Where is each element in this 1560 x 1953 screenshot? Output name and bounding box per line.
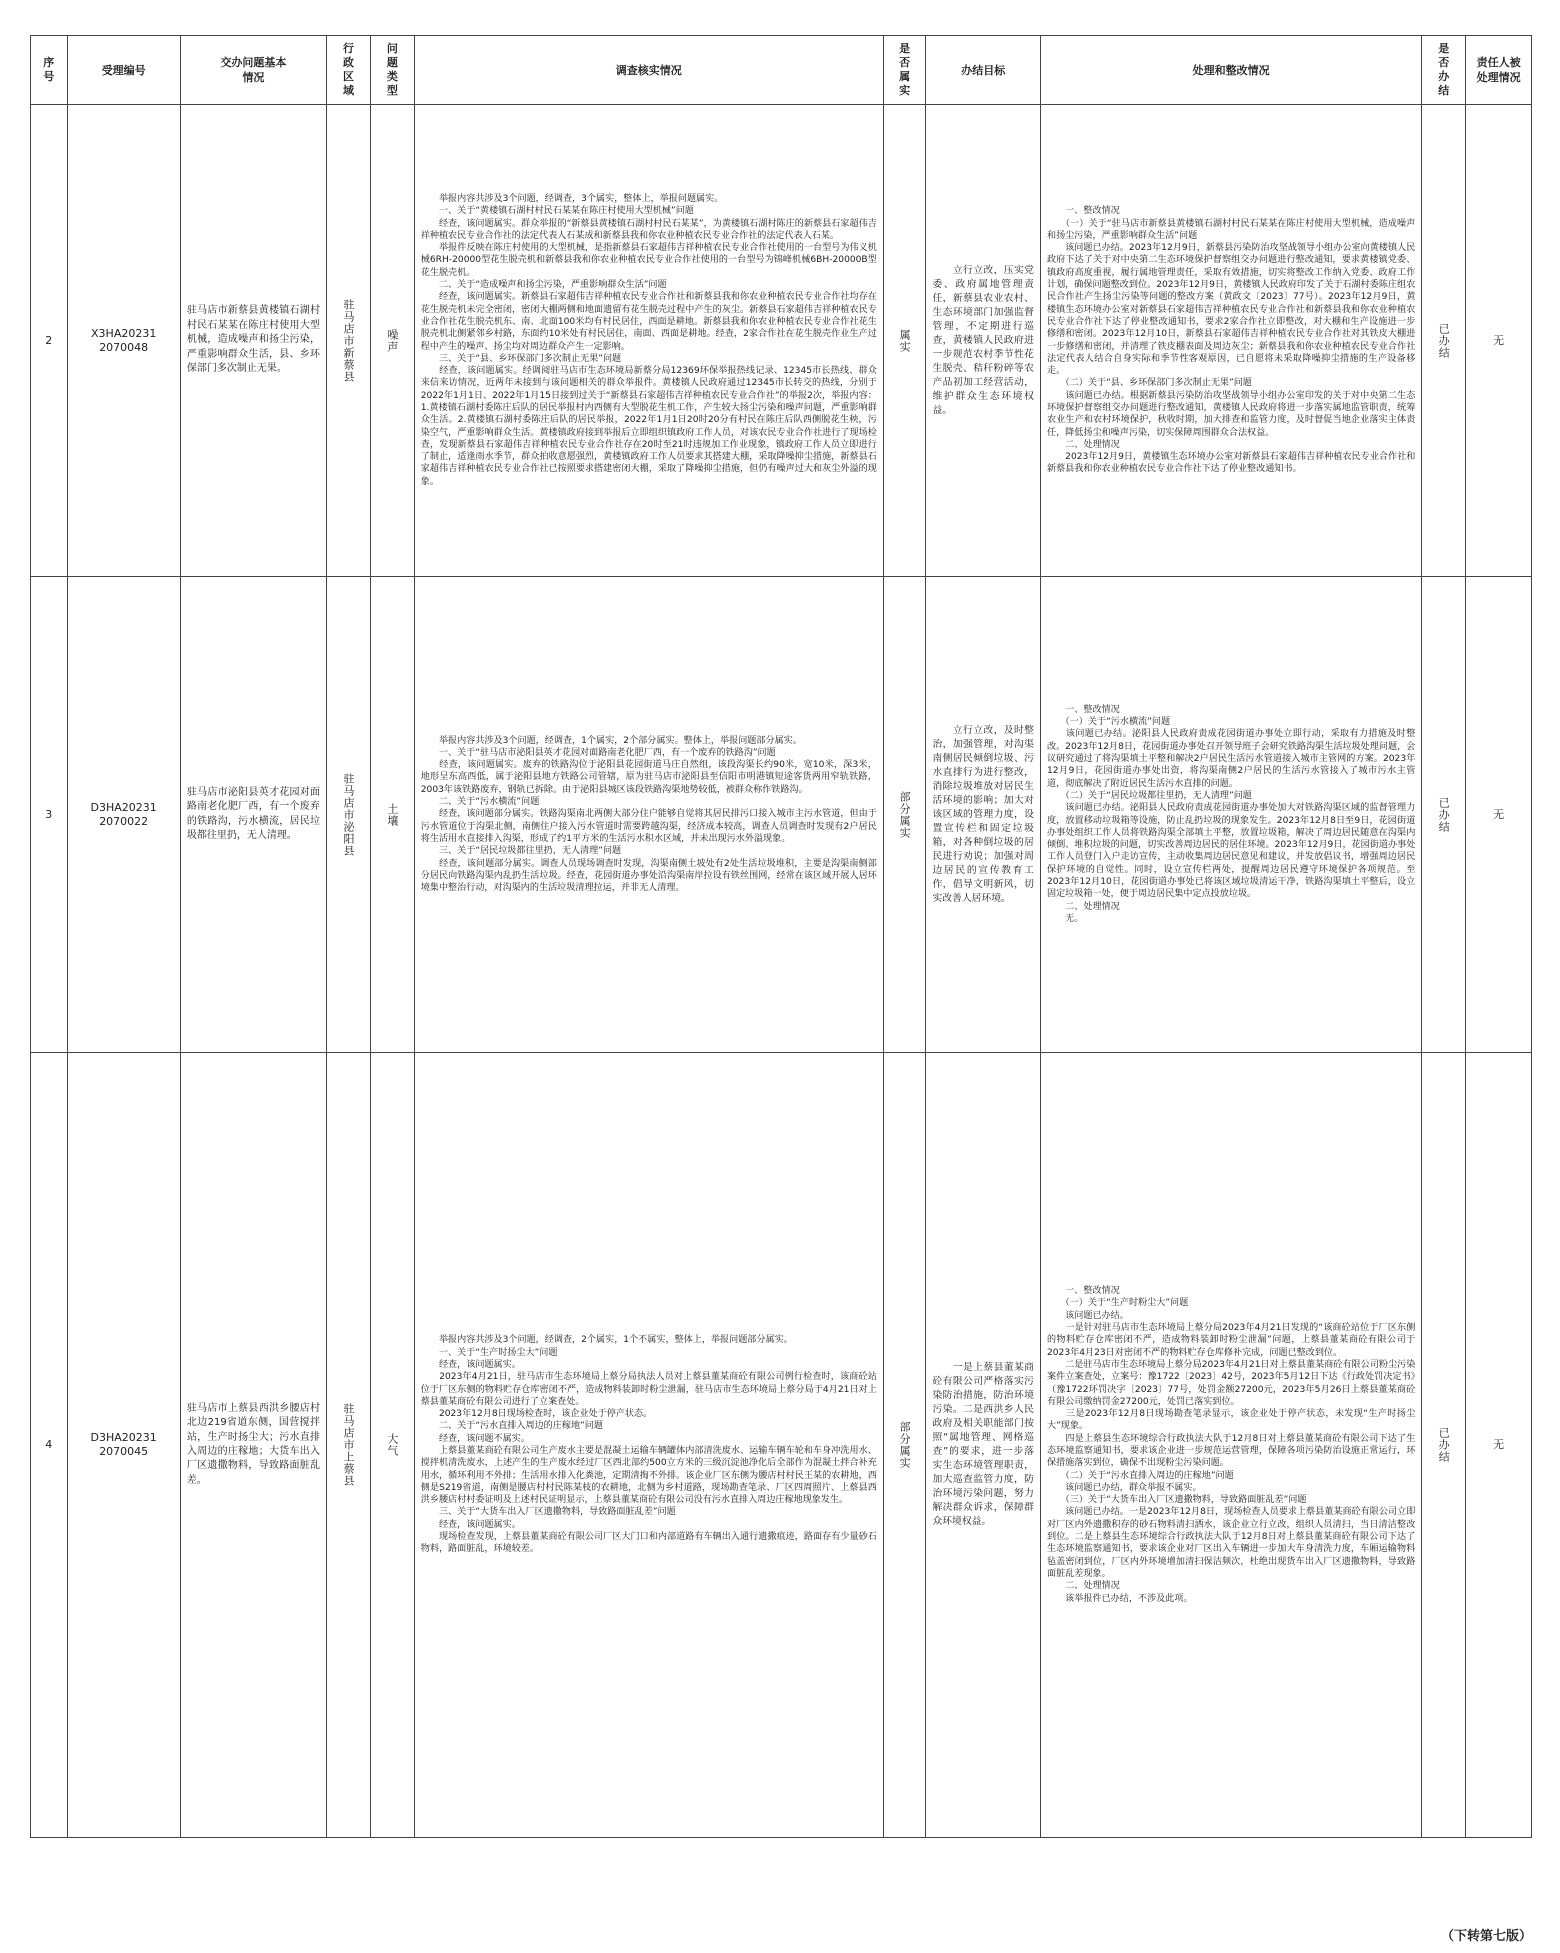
row-case-no: X3HA202312070048 <box>67 105 180 577</box>
row-region: 驻马店市上蔡县 <box>327 1053 371 1838</box>
row-target: 立行立改，及时整治，加强管理，对沟渠南侧居民倾倒垃圾、污水直排行为进行整改，消除垃圾堆放对居民生活环境的影响；加大对该区域的管理力度，设置宣传栏和固定垃圾箱，对各种倒垃圾的居民进行劝说；加强对周边居民的宣传教育工作，倡导文明新风，切实改善人居环境。 <box>926 577 1041 1053</box>
row-accountability: 无 <box>1466 105 1532 577</box>
table-row <box>31 1053 1532 1838</box>
row-accountability: 无 <box>1466 1053 1532 1838</box>
row-handling: 一、整改情况 （一）关于“驻马店市新蔡县黄楼镇石湖村村民石某某在陈庄村使用大型机械，造成噪声和扬尘污染，严重影响群众生活”问题 该问题已办结。2023年12月9日，新蔡县污染防治攻坚战领导小组办公室向黄楼镇人民政府下达了关于对中央第二生态环境保护督察组交办问题进行整改通知，要求黄楼镇党委、镇政府高度重视，履行属地管理责任，采取有效措施，切实将整改工作纳入党委、政府工作计划，确保问题整改到位。2023年12月9日，黄楼镇人民政府印发了关于石湖村委陈庄组农民合作社产生扬尘污染等问题的整改方案（黄政文〔2023〕77号）。2023年12月9日，黄楼镇生态环境办公室对新蔡县石家超伟吉祥种植农民专业合作社和新蔡县我和你农业种植农民专业合作社下达了停业整改通知书，要求2家合作社立即整改，对大棚和生产设施进一步修缮和密闭。2023年12月10日，新蔡县石家超伟吉祥种植农民专业合作社对其铁皮大棚进一步修缮和密闭，并清理了铁皮棚表面及周边灰尘；新蔡县我和你农业种植农民专业合作社法定代表人结合自身实际和季节性客观原因，已自愿将未采取降噪抑尘措施的生产设备移走。 （二）关于“县、乡环保部门多次制止无果”问题 该问题已办结。根据新蔡县污染防治攻坚战领导小组办公室印发的关于对中央第二生态环境保护督察组交办问题进行整改通知，黄楼镇人民政府将进一步落实属地监管职责，统筹农业生产和农村环境保护，秋收时期，加大排查和监管力度，及时督促当地企业落实主体责任，降低扬尘和噪声污染，切实保障周围群众合法权益。 二、处理情况 2023年12月9日，黄楼镇生态环境办公室对新蔡县石家超伟吉祥种植农民专业合作社和新蔡县我和你农业种植农民专业合作社下达了停业整改通知书。 <box>1040 105 1421 577</box>
row-investigation: 举报内容共涉及3个问题，经调查，3个属实，整体上，举报问题属实。 一、关于“黄楼镇石湖村村民石某某在陈庄村使用大型机械”问题 经查，该问题属实。群众举报的“新蔡县黄楼镇石湖村村民石某某”，为黄楼镇石湖村陈庄的新蔡县石家超伟吉祥种植农民专业合作社的法定代表人石某成和新蔡县我和你农业种植农民专业合作社的法定代表人石某。 举报件反映在陈庄村使用的大型机械，是指新蔡县石家超伟吉祥种植农民专业合作社使用的一台型号为伟义机械6RH-20000型花生脱壳机和新蔡县我和你农业种植农民专业合作社使用的一台型号为锦峰机械6BH-20000B型花生脱壳机。 二、关于“造成噪声和扬尘污染，严重影响群众生活”问题 经查，该问题属实。新蔡县石家超伟吉祥种植农民专业合作社和新蔡县我和你农业种植农民专业合作社均存在花生脱壳机未完全密闭，密闭大棚两侧和地面遗留有花生脱壳过程中产生的灰尘。新蔡县石家超伟吉祥种植农民专业合作社花生脱壳机东、南、北面100米均有村民居住，西面是耕地。新蔡县我和你农业种植农民专业合作社花生脱壳机北侧紧邻乡村路，东面约10米处有村民居住，南面、西面是耕地。经查，2家合作社在花生脱壳作业生产过程中产生的噪声、扬尘均对周边群众产生一定影响。 三、关于“县、乡环保部门多次制止无果”问题 经查，该问题属实。经调阅驻马店市生态环境局新蔡分局12369环保举报热线记录、12345市长热线、群众来信来访情况，近两年未接到与该问题相关的群众举报件。黄楼镇人民政府通过12345市长转交的热线，分别于2022年1月1日、2022年1月15日接到过关于“新蔡县石家超伟吉祥种植农民专业合作社”的举报2次，举报内容：1.黄楼镇石湖村委陈庄后队的居民举报村内西侧有大型脱花生机工作，产生较大扬尘污染和噪声问题，严重影响群众生活。2.黄楼镇石湖村委陈庄后队的居民举报，2022年1月1日20时20分有村民在陈庄后队西侧脱花生秧，污染空气，严重影响群众生活。黄楼镇政府接到举报后立即组织镇政府工作人员，对该农民专业合作社进行了现场检查，发现新蔡县石家超伟吉祥种植农民专业合作社存在20时至21时违规加工作业现象，镇政府工作人员立即进行了制止，适逢雨水季节，群众拍收意愿强烈，黄楼镇政府工作人员要求其搭建大棚，采取降噪抑尘措施，新蔡县石家超伟吉祥种植农民专业合作社已按照要求搭建密闭大棚，采取了降噪抑尘措施，但仍有噪声过大和灰尘外溢的现象。 <box>414 105 883 577</box>
row-accountability: 无 <box>1466 577 1532 1053</box>
header-accountability: 责任人被处理情况 <box>1466 36 1532 105</box>
row-handling: 一、整改情况 （一）关于“生产时粉尘大”问题 该问题已办结。 一是针对驻马店市生态环境局上蔡分局2023年4月21日发现的“该商砼站位于厂区东侧的物料贮存仓库密闭不严，造成物料装卸时粉尘泄漏”问题，上蔡县董某商砼有限公司于2023年4月23日对密闭不严的物料贮存仓库修补完成，问题已整改到位。 二是驻马店市生态环境局上蔡分局2023年4月21日对上蔡县董某商砼有限公司粉尘污染案件立案查处，立案号：豫1722〔2023〕42号，2023年5月12日下达《行政处罚决定书》（豫1722环罚决字〔2023〕77号，处罚金额27200元，2023年5月26日上蔡县董某商砼有限公司缴纳罚金27200元，处罚已落实到位。 三是2023年12月8日现场勘查笔录显示，该企业处于停产状态，未发现“生产时扬尘大”现象。 四是上蔡县生态环境综合行政执法大队于12月8日对上蔡县董某商砼有限公司下达了生态环境监察通知书，要求该企业进一步规范运营管理，保障各项污染防治设施正常运行，环保措施落实到位，确保不出现粉尘污染问题。 （二）关于“污水直排入周边的庄稼地”问题 该问题已办结，群众举报不属实。 （三）关于“大货车出入厂区遗撒物料，导致路面脏乱差”问题 该问题已办结。一是2023年12月8日，现场检查人员要求上蔡县董某商砼有限公司立即对厂区内外遗撒积存的砂石物料清扫洒水，该企业立行立改，组织人员清扫，当日清洁整改到位。二是上蔡县生态环境综合行政执法大队于12月8日对上蔡县董某商砼有限公司下达了生态环境监察通知书，要求该企业对厂区出入车辆进一步加大车身清洗力度，车厢运输物料毡盖密闭到位，厂区内外环境增加清扫保洁频次，杜绝出现货车出入厂区遗撒物料，导致路面脏乱差现象。 二、处理情况 该举报件已办结，不涉及此项。 <box>1040 1053 1421 1838</box>
row-verified: 属实 <box>883 105 926 577</box>
row-type: 噪声 <box>370 105 414 577</box>
row-problem: 驻马店市上蔡县西洪乡腰店村北边219省道东侧，国营搅拌站，生产时扬尘大；污水直排入周边的庄稼地；大货车出入厂区遗撒物料，导致路面脏乱差。 <box>180 1053 326 1838</box>
row-problem: 驻马店市泌阳县英才花园对面路南老化肥厂西，有一个废弃的铁路沟，污水横流，居民垃圾都往里扔，无人清理。 <box>180 577 326 1053</box>
row-target: 立行立改，压实党委、政府属地管理责任，新蔡县农业农村、生态环境部门加强监督管理，不定期进行巡查，黄楼镇人民政府进一步规范农村季节性花生脱壳、秸秆粉碎等农产品初加工经营活动，维护群众生态环境权益。 <box>926 105 1041 577</box>
header-handling: 处理和整改情况 <box>1040 36 1421 105</box>
row-seq: 4 <box>31 1053 68 1838</box>
case-table <box>30 35 1532 1838</box>
row-handling: 一、整改情况 （一）关于“污水横流”问题 该问题已办结。泌阳县人民政府责成花园街道办事处立即行动，采取有力措施及时整改。2023年12月8日，花园街道办事处召开领导班子会研究铁路沟渠生活垃圾处理问题，会议研究通过了将沟渠填土平整和解决2户居民生活污水管道接入城市主管网的方案。2023年12月9日，花园街道办事处出资，将沟渠南侧2户居民的生活污水管接入了城市污水主管道，彻底解决了附近居民生活污水直排的问题。 （二）关于“居民垃圾都往里扔，无人清理”问题 该问题已办结。泌阳县人民政府责成花园街道办事处加大对铁路沟渠区域的监督管理力度，放置移动垃圾箱等设施，防止乱扔垃圾的现象发生。2023年12月8日至9日，花园街道办事处组织工作人员将铁路沟渠全部填土平整，放置垃圾箱，解决了周边居民随意在沟渠内倾倒、堆积垃圾的问题，切实改善周边居民的居住环境。2023年12月9日，花园街道办事处工作人员登门入户走访宣传，主动收集周边居民意见和建议，并发放倡议书，增强周边居民保护环境的自觉性。同时，设立宣传栏两处，提醒周边居民遵守环境保护各项规范。至2023年12月10日，花园街道办事处已将该区域垃圾清运干净，铁路沟渠填土平整后，设立固定垃圾箱一处，便于周边居民集中定点投放垃圾。 二、处理情况 无。 <box>1040 577 1421 1053</box>
header-type: 问题类型 <box>370 36 414 105</box>
header-closed: 是否办结 <box>1422 36 1466 105</box>
row-target: 一是上蔡县董某商砼有限公司严格落实污染防治措施，防治环境污染。二是西洪乡人民政府及相关职能部门按照“属地管理、网格巡查”的要求，进一步落实生态环境管理职责，加大巡查监管力度，防治环境污染问题，努力解决群众诉求，保障群众环境权益。 <box>926 1053 1041 1838</box>
row-verified: 部分属实 <box>883 1053 926 1838</box>
row-closed: 已办结 <box>1422 105 1466 577</box>
row-problem: 驻马店市新蔡县黄楼镇石湖村村民石某某在陈庄村使用大型机械，造成噪声和扬尘污染，严重影响群众生活，县、乡环保部门多次制止无果。 <box>180 105 326 577</box>
row-seq: 2 <box>31 105 68 577</box>
row-investigation: 举报内容共涉及3个问题，经调查，2个属实，1个不属实，整体上，举报问题部分属实。 一、关于“生产时扬尘大”问题 经查，该问题属实。 2023年4月21日，驻马店市生态环境局上蔡分局执法人员对上蔡县董某商砼有限公司例行检查时，该商砼站位于厂区东侧的物料贮存仓库密闭不严，造成物料装卸时粉尘泄漏，驻马店市生态环境局上蔡分局于4月21日对上蔡县董某商砼有限公司进行了立案查处。 2023年12月8日现场检查时，该企业处于停产状态。 二、关于“污水直排入周边的庄稼地”问题 经查，该问题不属实。 上蔡县董某商砼有限公司生产废水主要是混凝土运输车辆罐体内部清洗废水、运输车辆车轮和车身冲洗用水、搅拌机清洗废水，上述产生的生产废水经过厂区西北部约500立方米的三级沉淀池净化后全部作为混凝土拌合补充用水，循环利用不外排；生活用水排入化粪池，定期清掏不外排。该企业厂区东侧为腰店村村民王某的农耕地，西侧是S219省道，南侧是腰店村村民陈某枝的农耕地，北侧为乡村道路，现场勘查笔录、厂区四周照片、上蔡县西洪乡腰店村村委证明及上述村民证明显示，上蔡县董某商砼有限公司没有污水直排入周边庄稼地现象发生。 三、关于“大货车出入厂区遗撒物料，导致路面脏乱差”问题 经查，该问题属实。 现场检查发现，上蔡县董某商砼有限公司厂区大门口和内部道路有车辆出入通行遗撒痕迹，路面存有少量砂石物料，路面脏乱，环境较差。 <box>414 1053 883 1838</box>
header-investigation: 调查核实情况 <box>414 36 883 105</box>
header-target: 办结目标 <box>926 36 1041 105</box>
header-row <box>31 36 1532 105</box>
row-seq: 3 <box>31 577 68 1053</box>
row-case-no: D3HA202312070022 <box>67 577 180 1053</box>
row-region: 驻马店市新蔡县 <box>327 105 371 577</box>
table-row <box>31 577 1532 1053</box>
row-region: 驻马店市泌阳县 <box>327 577 371 1053</box>
row-type: 大气 <box>370 1053 414 1838</box>
row-investigation: 举报内容共涉及3个问题，经调查，1个属实，2个部分属实。整体上，举报问题部分属实。 一、关于“驻马店市泌阳县英才花园对面路南老化肥厂西，有一个废弃的铁路沟”问题 经查，该问题属实。废弃的铁路沟位于泌阳县花园街道马庄自然组，该段沟渠长约90米，宽10米，深3米，地形呈东高西低，属于泌阳县地方铁路公司管辖，原为驻马店市泌阳县至信阳市明港镇短途客货两用窄轨铁路，2003年该铁路废弃，钢轨已拆除。由于泌阳县城区该段铁路沟渠地势较低，被群众称作铁路沟。 二、关于“污水横流”问题 经查，该问题部分属实。铁路沟渠南北两侧大部分住户能够自觉将其居民排污口接入城市主污水管道，但由于污水管道位于沟渠北侧，南侧住户接入污水管道时需要跨越沟渠，经济成本较高，调查人员调查时发现有2户居民将生活用水直接排入沟渠，形成了约1平方米的生活污水积水区域，并未出现污水外溢现象。 三、关于“居民垃圾都往里扔，无人清理”问题 经查，该问题部分属实。调查人员现场调查时发现，沟渠南侧土坡处有2处生活垃圾堆积，主要是沟渠南侧部分居民向铁路沟渠内乱扔生活垃圾。经查，花园街道办事处沿沟渠南岸拉设有铁丝围网，经常在该区域开展人居环境集中整治行动，对沟渠内的生活垃圾清理拉运，并非无人清理。 <box>414 577 883 1053</box>
header-verified: 是否属实 <box>883 36 926 105</box>
row-closed: 已办结 <box>1422 577 1466 1053</box>
row-closed: 已办结 <box>1422 1053 1466 1838</box>
row-type: 土壤 <box>370 577 414 1053</box>
header-seq: 序号 <box>31 36 68 105</box>
row-case-no: D3HA202312070045 <box>67 1053 180 1838</box>
table-row <box>31 105 1532 577</box>
header-problem: 交办问题基本情况 <box>180 36 326 105</box>
header-region: 行政区域 <box>327 36 371 105</box>
continuation-note: （下转第七版） <box>1440 1929 1532 1944</box>
header-case-no: 受理编号 <box>67 36 180 105</box>
row-verified: 部分属实 <box>883 577 926 1053</box>
